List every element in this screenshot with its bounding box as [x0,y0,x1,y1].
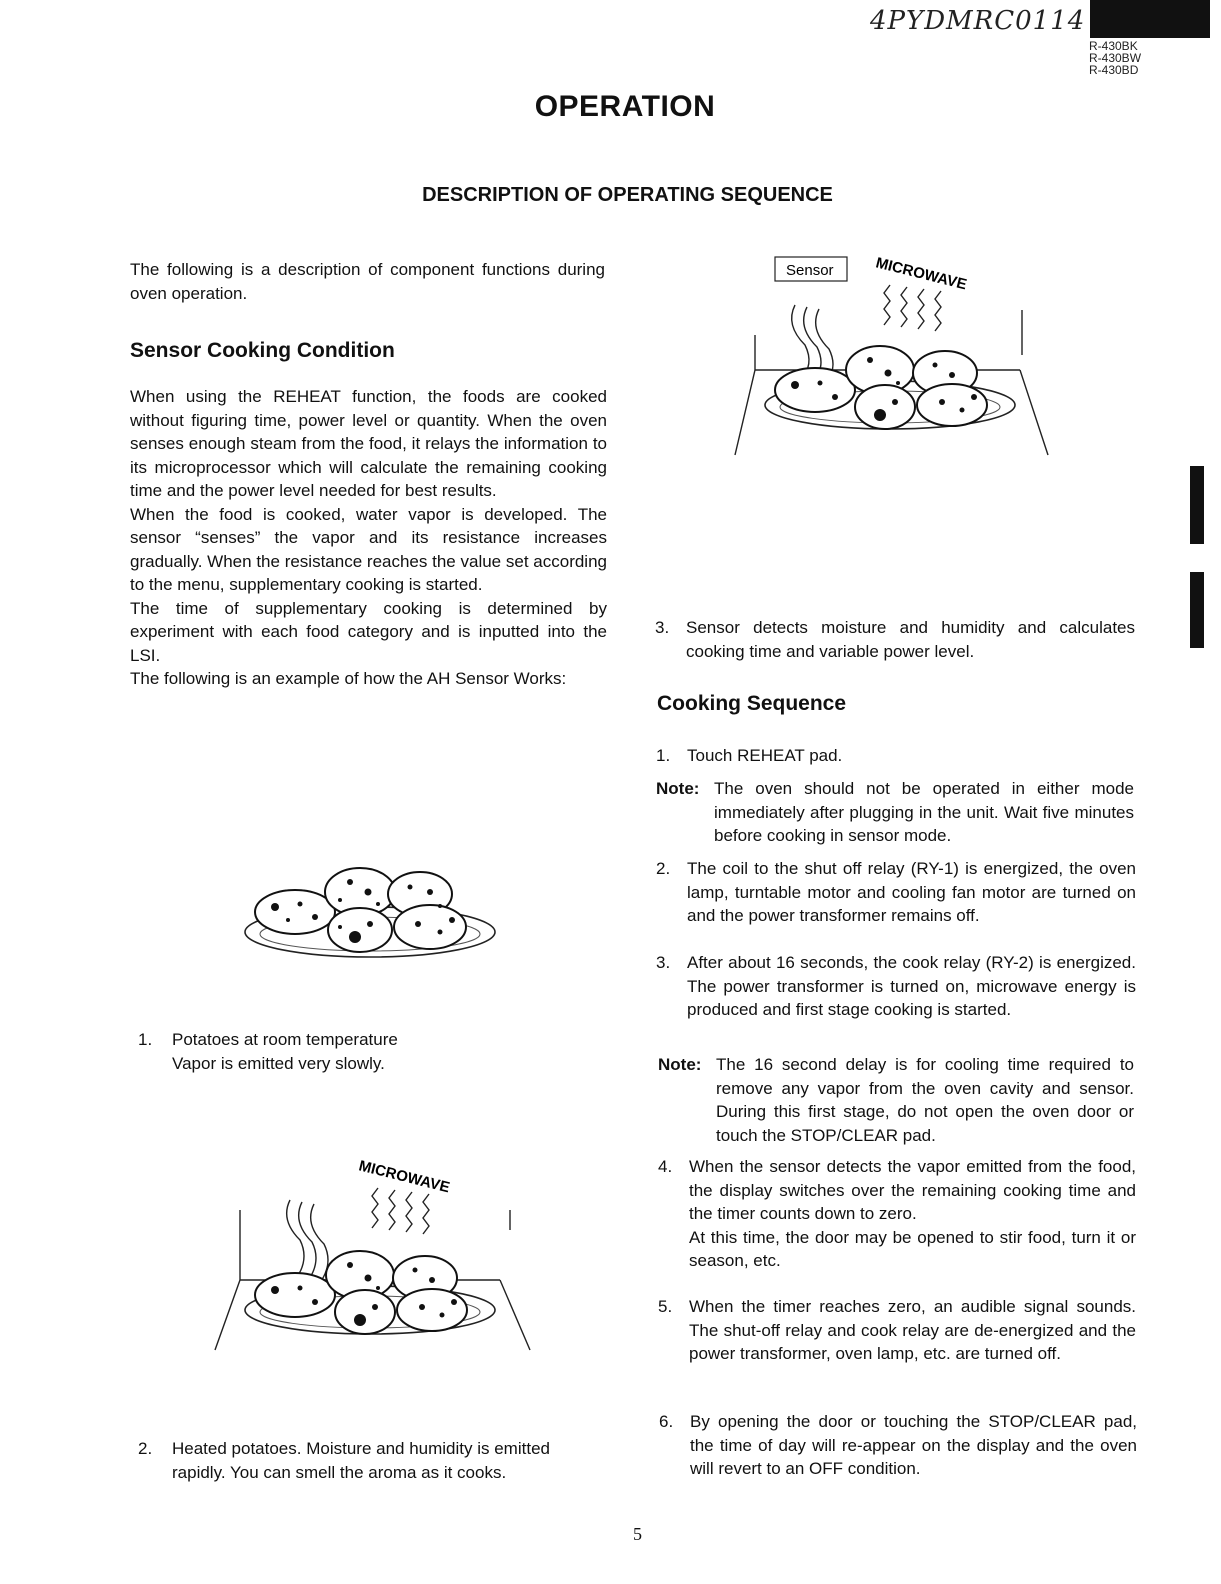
side-index-bar [1190,572,1204,648]
step-number: 5. [658,1297,673,1316]
sensor-paragraph: When using the REHEAT function, the foods are cooked without figuring time, power level or quantity. When the oven senses enough steam from the food, it relays the information to its microprocessor which will calculate the remaining cooking time and the power level needed for best results. [130,387,607,500]
handwritten-code: 4PYDMRC0114 [870,6,1086,36]
sequence-step [656,744,1136,768]
step-text: After about 16 seconds, the cook relay (RY-2) is energized. The power transformer is turned on, microwave energy is produced and first stage cooking is started. [687,953,1136,1019]
step-text: At this time, the door may be opened to stir food, turn it or season, etc. [689,1227,1136,1270]
step-text: When the sensor detects the vapor emitted from the food, the display switches over the remaining cooking time and the timer counts down to zero. [689,1157,1136,1223]
step-number: 1. [656,746,671,765]
note-text: The oven should not be operated in either mode immediately after plugging in the unit. Wait five minutes before cooking in sensor mode. [714,779,1134,845]
corner-black-tab [1090,0,1210,38]
sequence-step [656,857,1136,928]
step-text: By opening the door or touching the STOP/CLEAR pad, the time of day will re-appear on the display and the oven will revert to an OFF condition. [690,1412,1137,1478]
sequence-step [656,951,1136,1022]
model-numbers [1089,40,1141,76]
cooking-sequence-heading: Cooking Sequence [657,692,847,715]
step-text: When the timer reaches zero, an audible signal sounds. The shut-off relay and cook relay are de-energized and the power transformer, oven lamp, etc. are turned off. [689,1297,1136,1363]
sensor-oven-illustration [730,245,1060,460]
microwave-label: MICROWAVE [874,254,969,294]
note-label: Note: [656,779,700,798]
note-label: Note: [658,1055,702,1074]
caption-line: Vapor is emitted very slowly. [172,1053,385,1073]
sensor-paragraph: The time of supplementary cooking is determined by experiment with each food category and is inputted into the LSI. [130,598,607,665]
microwave-label: MICROWAVE [357,1157,452,1197]
sequence-note [658,1053,1134,1147]
sequence-step [658,1155,1136,1273]
heated-potatoes-oven-illustration [210,1150,540,1360]
step-number: 3. [656,953,671,972]
caption-line: Potatoes at room temperature [172,1030,398,1049]
page-number: 5 [633,1524,642,1544]
sequence-note [656,777,1134,848]
model-number: R-430BK [1089,39,1138,53]
note-text: The 16 second delay is for cooling time required to remove any vapor from the oven cavity and sensor. During this first stage, do not open the oven door or touch the STOP/CLEAR pad. [716,1055,1134,1145]
figure-caption-2 [138,1437,618,1484]
caption-number: 2. [138,1439,153,1458]
step-number: 6. [659,1412,674,1431]
intro-paragraph: The following is a description of component functions during oven operation. [130,260,605,303]
caption-number: 3. [655,618,670,637]
step-text: Touch REHEAT pad. [687,746,843,765]
sequence-step [658,1295,1136,1366]
side-index-bar [1190,466,1204,544]
sequence-step [659,1410,1137,1481]
caption-text: Sensor detects moisture and humidity and calculates cooking time and variable power level. [686,618,1135,661]
step-number: 4. [658,1157,673,1176]
model-number: R-430BD [1089,63,1139,77]
sensor-label: Sensor [786,262,834,279]
caption-line: rapidly. You can smell the aroma as it cooks. [172,1462,507,1482]
figure-caption-1 [138,1028,558,1075]
step-text: The coil to the shut off relay (RY-1) is energized, the oven lamp, turntable motor and cooling fan motor are turned on and the power transformer remains off. [687,859,1136,925]
caption-line: Heated potatoes. Moisture and humidity is emitted [172,1439,550,1458]
page-title: OPERATION [534,90,716,123]
model-number: R-430BW [1089,51,1142,65]
sensor-paragraph: When the food is cooked, water vapor is developed. The sensor “senses” the vapor and its resistance increases gradually. When the resistance reaches the value set according to the menu, supplementary cooking is started. [130,504,607,594]
figure-caption-3 [655,616,1135,663]
caption-number: 1. [138,1030,153,1049]
potatoes-plate-illustration [240,862,510,967]
sensor-paragraph: The following is an example of how the AH Sensor Works: [130,669,567,688]
step-number: 2. [656,859,671,878]
sensor-cooking-body [130,385,607,691]
section-subtitle: DESCRIPTION OF OPERATING SEQUENCE [422,184,833,206]
sensor-cooking-heading: Sensor Cooking Condition [130,339,395,362]
